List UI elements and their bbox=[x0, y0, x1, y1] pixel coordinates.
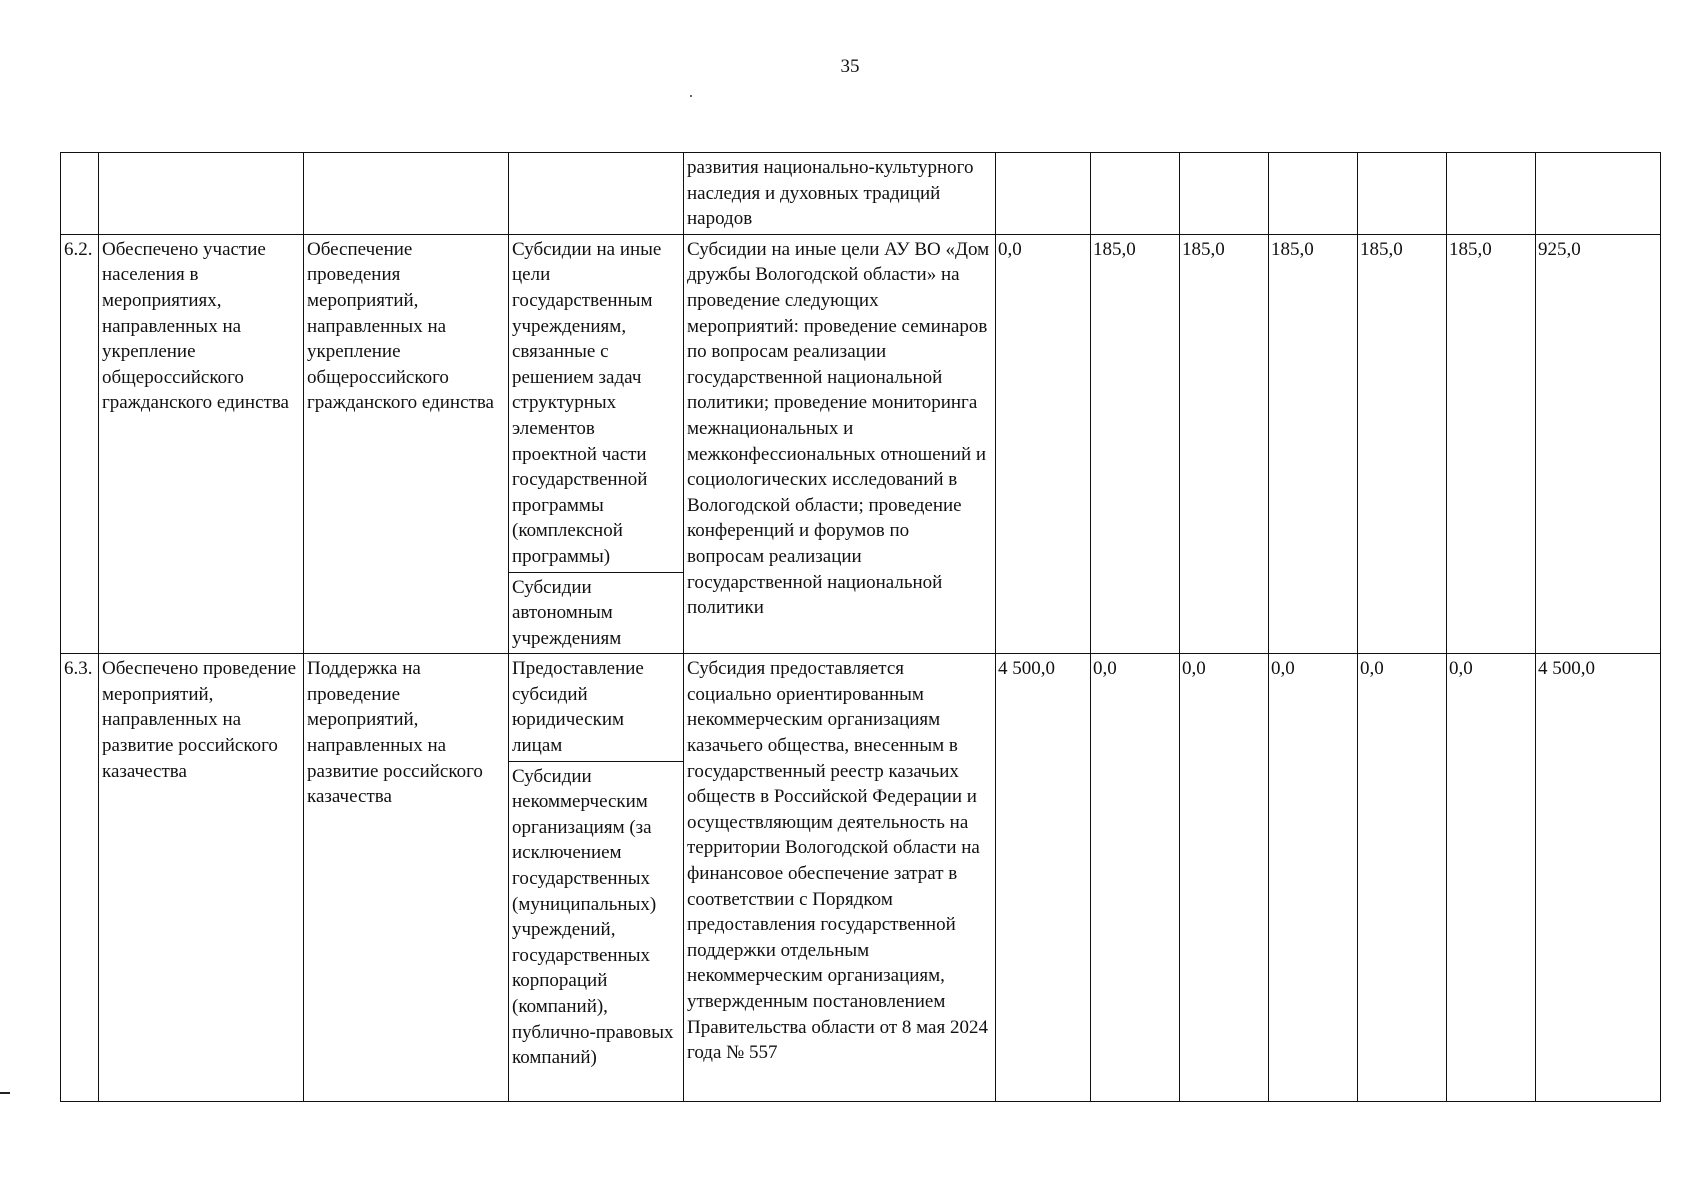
cell-measure: Обеспечение проведения мероприятий, направленных на укрепление общероссийского гражданского единства bbox=[304, 234, 509, 654]
cell-value bbox=[1091, 153, 1180, 235]
cell-funding-type bbox=[509, 153, 684, 235]
table-row-continuation bbox=[61, 153, 1661, 235]
cell-description: Субсидия предоставляется социально ориентированным некоммерческим организациям казачьего общества, внесенным в государственный реестр казачьих обществ в Российской Федерации и осуществляющим деятельность на территории Вологодской области на финансовое обеспечение затрат в соответствии с Порядком предоставления государственной поддержки отдельным некоммерческим организациям, утвержденным постановлением Правительства области от 8 мая 2024 года № 557 bbox=[684, 654, 996, 1101]
cell-value bbox=[1358, 153, 1447, 235]
cell-id: 6.2. bbox=[61, 234, 99, 654]
cell-value bbox=[1447, 153, 1536, 235]
cell-result bbox=[99, 153, 304, 235]
cell-funding-type: Субсидии автономным учреждениям bbox=[509, 572, 684, 654]
cell-value-2029: 185,0 bbox=[1358, 234, 1447, 654]
table-row-6-3 bbox=[61, 654, 1661, 761]
cell-result: Обеспечено участие населения в мероприятиях, направленных на укрепление общероссийского гражданского единства bbox=[99, 234, 304, 654]
cell-value bbox=[1536, 153, 1661, 235]
cell-funding-type: Предоставление субсидий юридическим лицам bbox=[509, 654, 684, 761]
page-number: 35 bbox=[840, 56, 860, 77]
cell-result: Обеспечено проведение мероприятий, направленных на развитие российского казачества bbox=[99, 654, 304, 1101]
cell-value bbox=[1269, 153, 1358, 235]
cell-value-2027: 0,0 bbox=[1180, 654, 1269, 1101]
cell-value-2030: 185,0 bbox=[1447, 234, 1536, 654]
budget-table bbox=[60, 152, 1661, 1102]
cell-value bbox=[996, 153, 1091, 235]
cell-id: 6.3. bbox=[61, 654, 99, 1101]
cell-value-2025: 0,0 bbox=[996, 234, 1091, 654]
cell-funding-type: Субсидии на иные цели государственным учреждениям, связанные с решением задач структурных элементов проектной части государственной программы (комплексной программы) bbox=[509, 234, 684, 572]
cell-description: развития национально-культурного наследия и духовных традиций народов bbox=[684, 153, 996, 235]
cell-value-total: 4 500,0 bbox=[1536, 654, 1661, 1101]
cell-value-2028: 185,0 bbox=[1269, 234, 1358, 654]
cell-value-total: 925,0 bbox=[1536, 234, 1661, 654]
cell-value-2030: 0,0 bbox=[1447, 654, 1536, 1101]
scan-dot bbox=[690, 95, 692, 97]
cell-value-2025: 4 500,0 bbox=[996, 654, 1091, 1101]
margin-mark bbox=[0, 1092, 10, 1094]
cell-description: Субсидии на иные цели АУ ВО «Дом дружбы Вологодской области» на проведение следующих мероприятий: проведение семинаров по вопросам реализации государственной национальной политики; проведение мониторинга межнациональных и межконфессиональных отношений и социологических исследований в Вологодской области; проведение конференций и форумов по вопросам реализации государственной национальной политики bbox=[684, 234, 996, 654]
cell-value-2026: 0,0 bbox=[1091, 654, 1180, 1101]
table-row-6-2 bbox=[61, 234, 1661, 572]
cell-funding-type: Субсидии некоммерческим организациям (за исключением государственных (муниципальных) учреждений, государственных корпораций (компаний), публично-правовых компаний) bbox=[509, 761, 684, 1101]
cell-value-2029: 0,0 bbox=[1358, 654, 1447, 1101]
cell-measure bbox=[304, 153, 509, 235]
cell-value bbox=[1180, 153, 1269, 235]
cell-value-2026: 185,0 bbox=[1091, 234, 1180, 654]
cell-value-2027: 185,0 bbox=[1180, 234, 1269, 654]
cell-measure: Поддержка на проведение мероприятий, направленных на развитие российского казачества bbox=[304, 654, 509, 1101]
cell-id bbox=[61, 153, 99, 235]
cell-value-2028: 0,0 bbox=[1269, 654, 1358, 1101]
